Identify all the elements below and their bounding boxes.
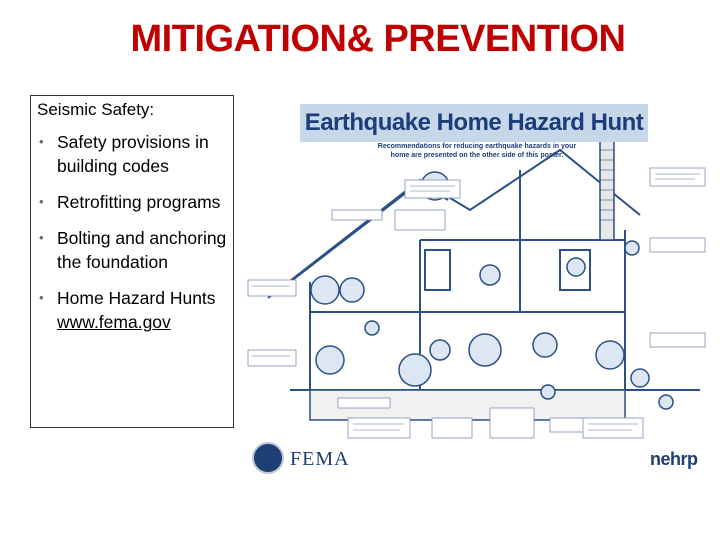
bullet-item: • Bolting and anchoring the foundation bbox=[37, 226, 227, 274]
nehrp-logo: nehrp bbox=[650, 449, 698, 469]
fema-link[interactable]: www.fema.gov bbox=[57, 312, 171, 332]
poster-title: Earthquake Home Hazard Hunt bbox=[304, 109, 644, 136]
bullet-item: • Home Hazard Hunts www.fema.gov bbox=[37, 286, 227, 334]
fema-seal-icon bbox=[252, 442, 284, 474]
bullet-item: • Retrofitting programs bbox=[37, 190, 227, 214]
bullet-item: • Safety provisions in building codes bbox=[37, 130, 227, 178]
fema-logo: FEMA bbox=[290, 448, 350, 470]
slide-title: MITIGATION& PREVENTION bbox=[130, 18, 626, 60]
poster-subtitle: Recommendations for reducing earthquake hazards in your home are presented on the other side of this poster. bbox=[377, 143, 577, 159]
seismic-safety-textbox bbox=[30, 95, 234, 428]
bullet-list bbox=[37, 130, 227, 334]
textbox-heading: Seismic Safety: bbox=[37, 100, 155, 119]
